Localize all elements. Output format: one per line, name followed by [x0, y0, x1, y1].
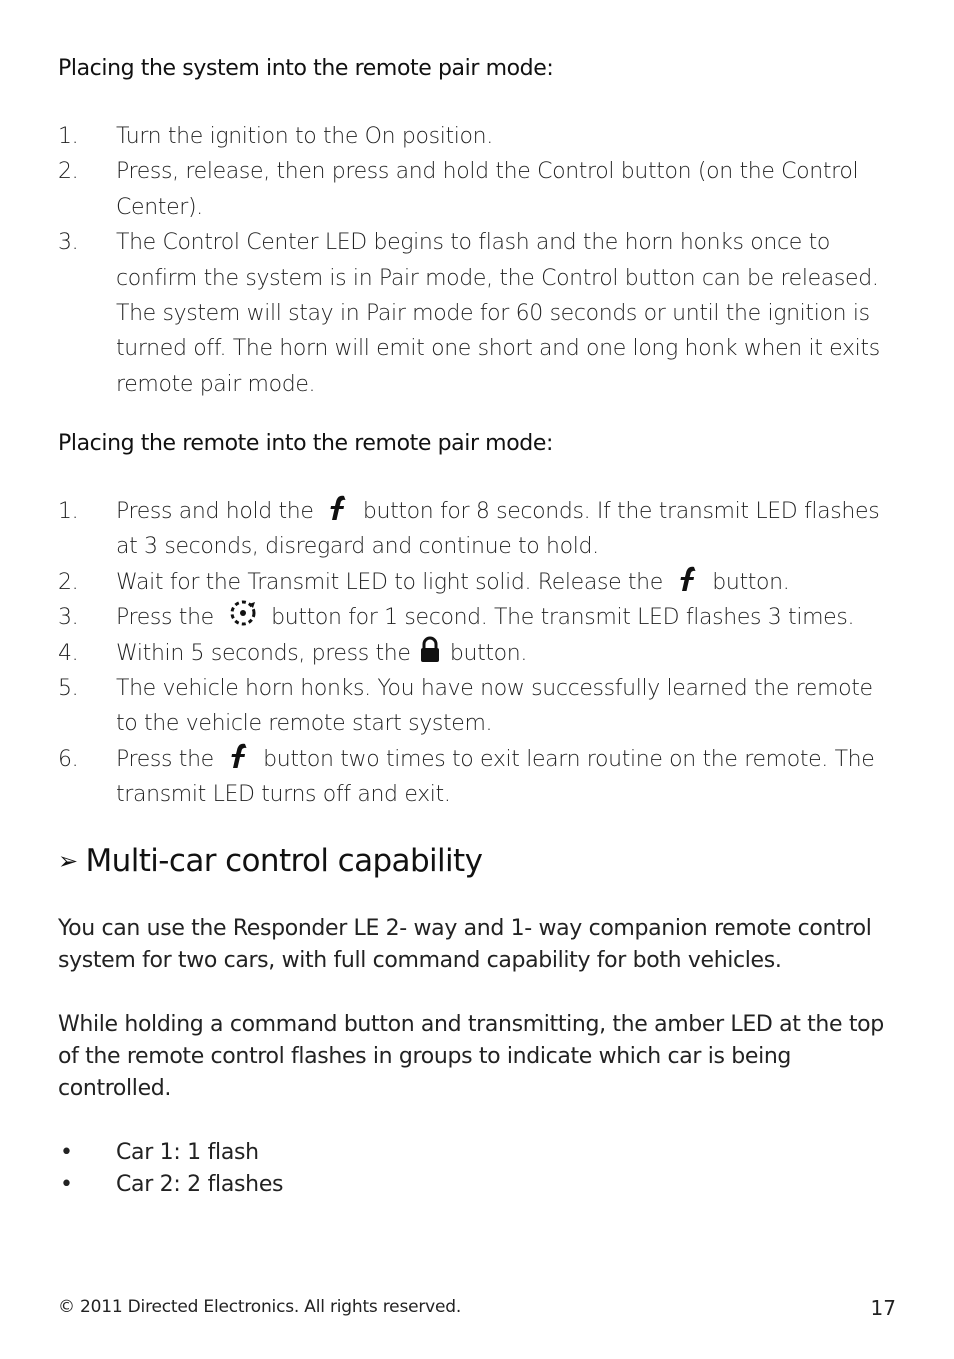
multicar-paragraph-2: While holding a command button and transmitting, the amber LED at the top of the remote control flashes in groups to indicate which car is being controlled. [58, 1012, 884, 1101]
multicar-paragraph-1: You can use the Responder LE 2- way and 1- way companion remote control system for two cars, with full command capability for both vehicles. [58, 916, 872, 973]
remote-pair-steps [58, 494, 898, 813]
step-number: 3. [58, 230, 79, 256]
step-text: Press, release, then press and hold the Control button (on the Control Center). [116, 159, 859, 220]
step-number: 4. [58, 640, 79, 666]
list-item [58, 742, 898, 813]
list-item [58, 494, 898, 565]
section-title [58, 843, 482, 879]
list-item [58, 600, 898, 635]
arrow-bullet-icon: ➢ [58, 847, 78, 875]
list-item [58, 565, 898, 600]
function-f-icon [225, 741, 253, 771]
step-number: 1. [58, 124, 79, 149]
car-flash-list [58, 1137, 283, 1201]
list-item [58, 119, 898, 154]
list-item [58, 225, 898, 402]
step-number: 3. [58, 605, 79, 631]
step-text: The vehicle horn honks. You have now successfully learned the remote to the vehicle remote start system. [116, 676, 873, 737]
page-number: 17 [870, 1296, 896, 1320]
footer-copyright: © 2011 Directed Electronics. All rights reserved. [58, 1297, 462, 1317]
remote-pair-heading: Placing the remote into the remote pair mode: [58, 431, 553, 456]
system-pair-steps [58, 119, 898, 402]
step-text: Turn the ignition to the On position. [116, 124, 493, 149]
list-item [58, 1137, 283, 1169]
function-f-icon [324, 493, 352, 523]
list-item [58, 1169, 283, 1201]
bullet-text: Car 1: 1 flash [116, 1140, 259, 1165]
step-text-before: Press the [116, 605, 214, 631]
step-text-before: Within 5 seconds, press the [116, 640, 411, 666]
list-item [58, 636, 898, 671]
step-number: 2. [58, 569, 79, 595]
lock-icon [419, 636, 441, 664]
step-number: 2. [58, 159, 79, 185]
function-f-icon [674, 564, 702, 594]
list-item [58, 154, 898, 225]
bullet-text: Car 2: 2 flashes [116, 1172, 284, 1197]
step-text: The Control Center LED begins to flash and the horn honks once to confirm the system is in Pair mode, the Control button can be released. The system will stay in Pair mode for 60 seconds or until the ignition is turned off. The horn will emit one short and one long honk when it exits remote pair mode. [116, 230, 880, 397]
remote-start-icon [225, 598, 261, 630]
step-number: 1. [58, 499, 79, 524]
step-text-after: button. [712, 569, 790, 595]
step-number: 6. [58, 746, 79, 772]
step-text-before: Press the [116, 746, 214, 772]
step-text-before: Wait for the Transmit LED to light solid. Release the [116, 569, 663, 595]
step-text-after: button for 1 second. The transmit LED flashes 3 times. [271, 605, 855, 631]
list-item [58, 671, 898, 742]
system-pair-heading: Placing the system into the remote pair mode: [58, 56, 554, 81]
section-title-text: Multi-car control capability [85, 843, 483, 879]
step-text-after: button. [449, 640, 527, 666]
step-text-before: Press and hold the [116, 499, 314, 524]
step-number: 5. [58, 676, 79, 702]
step-text-after: button for 8 seconds. If the transmit LED flashes at 3 seconds, disregard and continue to hold. [116, 499, 880, 560]
bullet-dot-icon: • [60, 1172, 73, 1197]
bullet-dot-icon: • [60, 1140, 73, 1165]
step-text-after: button two times to exit learn routine on the remote. The transmit LED turns off and exit. [116, 746, 875, 808]
